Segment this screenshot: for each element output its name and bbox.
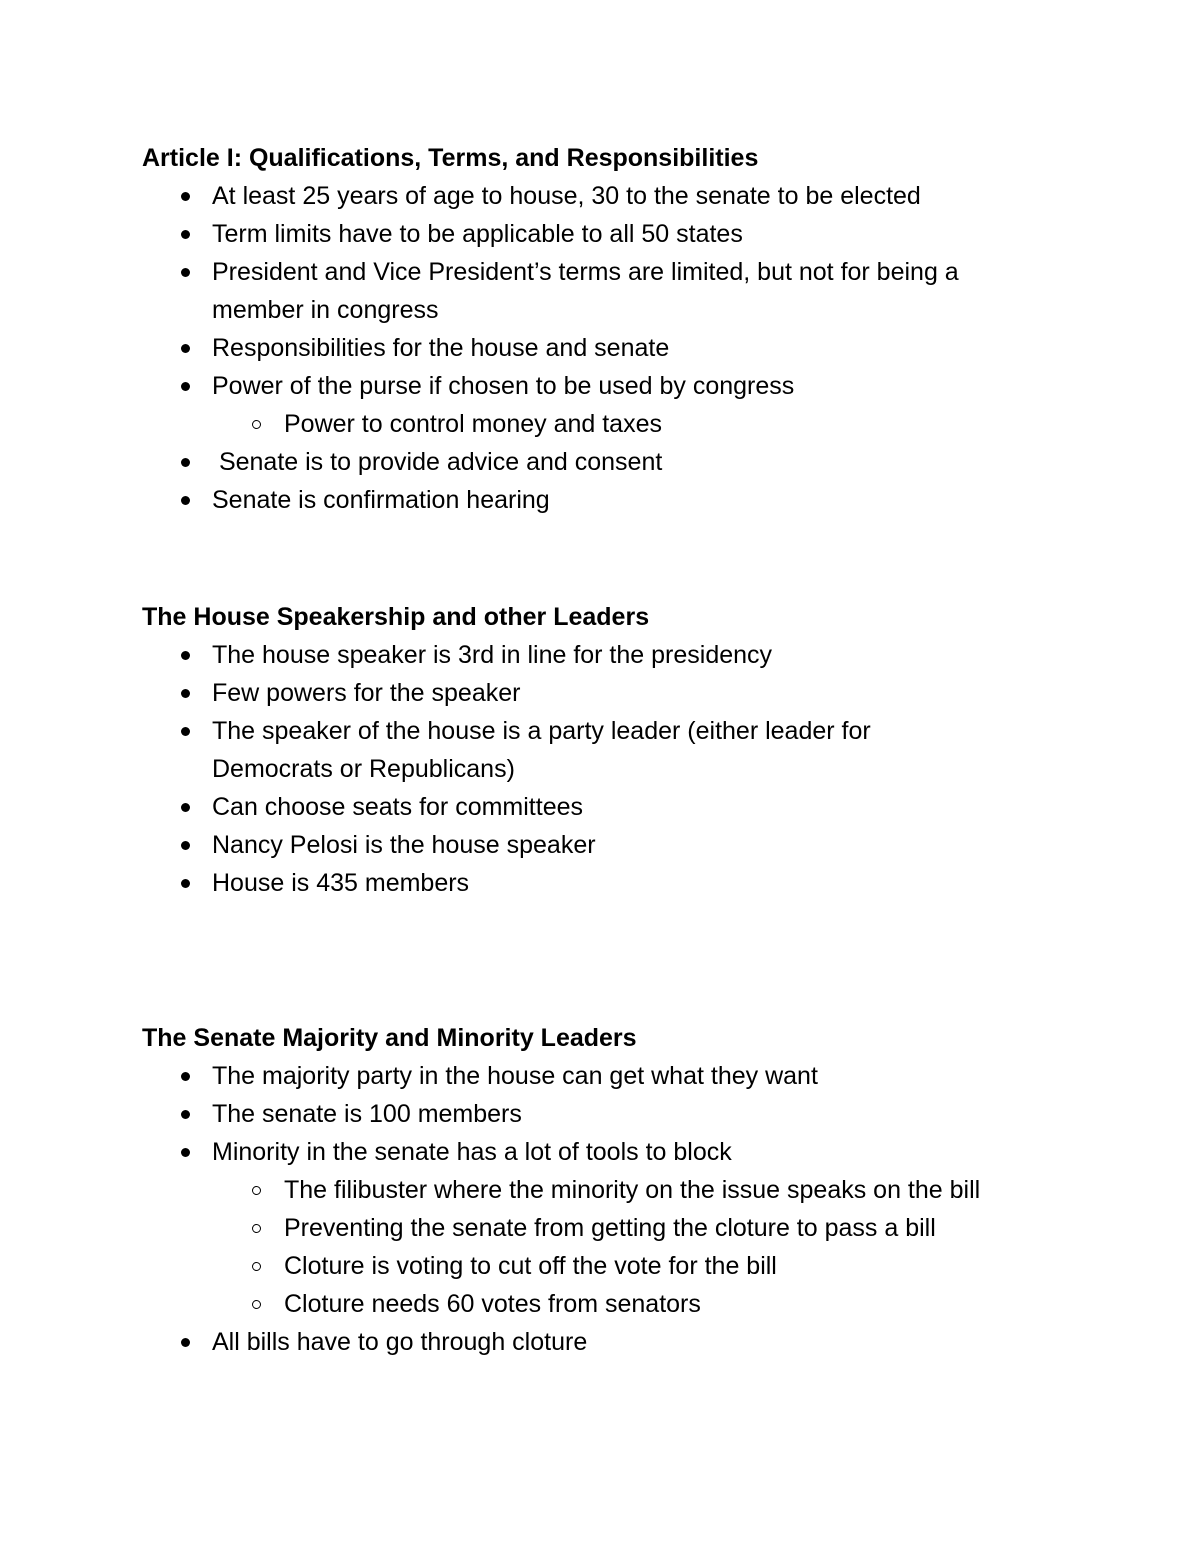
bullet-icon <box>181 268 190 277</box>
section-article-i <box>142 139 1082 519</box>
sub-list <box>212 1171 1082 1323</box>
list-item: The house speaker is 3rd in line for the presidency <box>142 636 1082 674</box>
sub-list-item: Cloture is voting to cut off the vote for the bill <box>212 1247 1082 1285</box>
hollow-bullet-icon <box>252 1262 261 1271</box>
bullet-icon <box>181 230 190 239</box>
hollow-bullet-icon <box>252 1224 261 1233</box>
section-heading: The Senate Majority and Minority Leaders <box>142 1024 637 1052</box>
bullet-icon <box>181 1110 190 1119</box>
list-item: Power of the purse if chosen to be used by congress Power to control money and taxes <box>142 367 1082 443</box>
bullet-icon <box>181 841 190 850</box>
list-item: House is 435 members <box>142 864 1082 902</box>
list-item: President and Vice President’s terms are limited, but not for being a member in congress <box>142 253 1082 329</box>
bullet-list <box>142 177 1082 519</box>
bullet-icon <box>181 651 190 660</box>
sub-list <box>212 405 1082 443</box>
bullet-icon <box>181 879 190 888</box>
sub-list-item: Cloture needs 60 votes from senators <box>212 1285 1082 1323</box>
sub-list-item: The filibuster where the minority on the issue speaks on the bill <box>212 1171 1082 1209</box>
bullet-icon <box>181 803 190 812</box>
hollow-bullet-icon <box>252 1186 261 1195</box>
hollow-bullet-icon <box>252 420 261 429</box>
list-item: Term limits have to be applicable to all 50 states <box>142 215 1082 253</box>
bullet-icon <box>181 344 190 353</box>
sub-list-item: Preventing the senate from getting the cloture to pass a bill <box>212 1209 1082 1247</box>
bullet-list <box>142 1057 1082 1361</box>
list-item: Responsibilities for the house and senate <box>142 329 1082 367</box>
bullet-icon <box>181 192 190 201</box>
bullet-icon <box>181 727 190 736</box>
bullet-icon <box>181 382 190 391</box>
list-item: The senate is 100 members <box>142 1095 1082 1133</box>
bullet-icon <box>181 1072 190 1081</box>
list-item: All bills have to go through cloture <box>142 1323 1082 1361</box>
bullet-list <box>142 636 1082 902</box>
list-item: The majority party in the house can get what they want <box>142 1057 1082 1095</box>
bullet-icon <box>181 458 190 467</box>
list-item: Can choose seats for committees <box>142 788 1082 826</box>
section-house-speakership <box>142 598 1082 902</box>
list-item: Few powers for the speaker <box>142 674 1082 712</box>
list-item: Nancy Pelosi is the house speaker <box>142 826 1082 864</box>
list-item: Senate is to provide advice and consent <box>142 443 1082 481</box>
bullet-icon <box>181 1148 190 1157</box>
bullet-icon <box>181 1338 190 1347</box>
bullet-icon <box>181 496 190 505</box>
sub-list-item: Power to control money and taxes <box>212 405 1082 443</box>
section-heading: Article I: Qualifications, Terms, and Responsibilities <box>142 144 759 172</box>
list-item: Minority in the senate has a lot of tools to block The filibuster where the minority on the issue speaks on the bill Preventing the senate from getting the cloture to pass a bill Cloture is voting to cut off the vote for the bill Cloture needs 60 votes from senators <box>142 1133 1082 1323</box>
list-item: At least 25 years of age to house, 30 to the senate to be elected <box>142 177 1082 215</box>
bullet-icon <box>181 689 190 698</box>
section-heading: The House Speakership and other Leaders <box>142 603 650 631</box>
list-item: Senate is confirmation hearing <box>142 481 1082 519</box>
list-item: The speaker of the house is a party leader (either leader for Democrats or Republicans) <box>142 712 1082 788</box>
hollow-bullet-icon <box>252 1300 261 1309</box>
section-senate-leaders <box>142 1019 1082 1361</box>
